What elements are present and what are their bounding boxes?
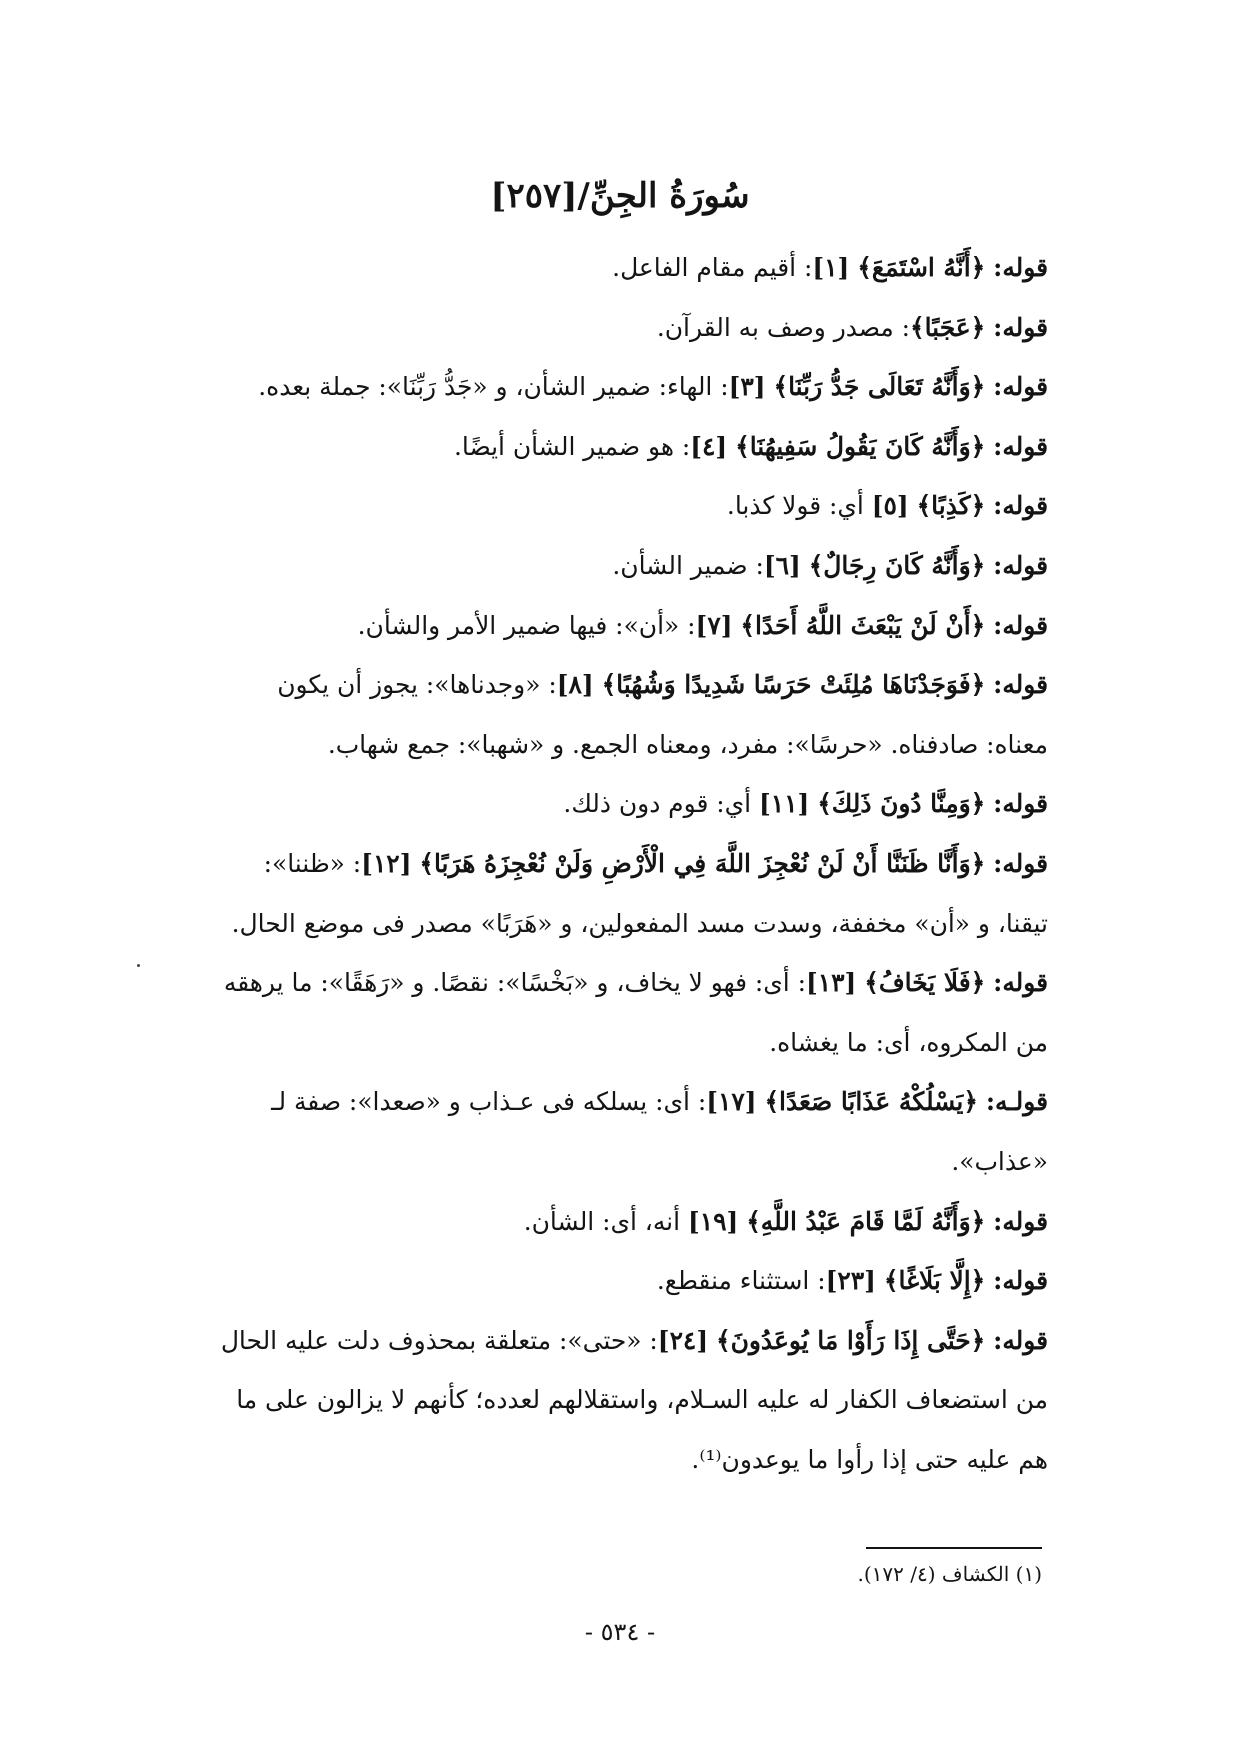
surah-title: سُورَةُ الجِنِّ/[٢٥٧] (490, 176, 750, 216)
verse-ref: [١٧] (706, 1087, 757, 1117)
entry-5 (220, 476, 1048, 536)
scan-speck (137, 964, 140, 967)
entry-3 (220, 357, 1048, 417)
verse-ref: [٦] (763, 550, 801, 580)
verse-ref: [٣] (728, 372, 766, 402)
verse-ref: [١٣] (806, 968, 857, 998)
entry-10 (220, 834, 1048, 953)
entry-text: : أقيم مقام الفاعل. (612, 253, 813, 282)
entry-label: قوله: (993, 372, 1048, 402)
quran-verse: ﴿فَلَا يَخَافُ﴾ (864, 968, 986, 998)
entry-text: : ضمير الشأن. (612, 550, 764, 580)
entry-label: قوله: (993, 550, 1048, 580)
entry-label: قوله: (993, 1325, 1048, 1355)
entry-15 (220, 1311, 1048, 1490)
entry-7 (220, 596, 1048, 656)
quran-verse: ﴿أَنْ لَنْ يَبْعَثَ اللَّهُ أَحَدًا﴾ (740, 610, 986, 640)
entry-2 (220, 298, 1048, 358)
entry-label: قوله: (993, 312, 1048, 342)
verse-ref: [٢٣] (825, 1266, 876, 1296)
entry-text: أي: قوم دون ذلك. (563, 789, 752, 819)
quran-verse: ﴿وَأَنَّهُ كَانَ يَقُولُ سَفِيهُنَا﴾ (735, 431, 986, 461)
entry-label: قولـه: (985, 1087, 1048, 1117)
verse-ref: [١٢] (361, 848, 412, 878)
entry-text: : «أن»: فيها ضمير الأمر والشأن. (357, 610, 696, 640)
page-number: - ٥٣٤ - (584, 1618, 656, 1646)
quran-verse: ﴿إِلَّا بَلَاغًا﴾ (883, 1266, 986, 1296)
entry-text: : استثناء منقطع. (656, 1266, 826, 1296)
entry-14 (220, 1251, 1048, 1311)
verse-ref: [٥] (871, 491, 909, 521)
entry-text: أي: قولا كذبا. (726, 491, 864, 521)
entry-label: قوله: (993, 431, 1048, 461)
entry-6 (220, 536, 1048, 596)
entry-9 (220, 774, 1048, 834)
entry-text: : أى: فهو لا يخاف، و «بَخْسًا»: نقصًا. و «رَهَقًا»: ما يرهقه من المكروه، أى: ما يغشاه. (223, 968, 1048, 1057)
entry-label: قوله: (993, 789, 1048, 819)
entry-label: قوله: (993, 491, 1048, 521)
quran-verse: ﴿وَأَنَّهُ لَمَّا قَامَ عَبْدُ اللَّهِ﴾ (746, 1206, 986, 1236)
footnote-divider (866, 1547, 1042, 1549)
verse-ref: [٤] (690, 431, 728, 461)
entry-label: قوله: (993, 1206, 1048, 1236)
entry-text: : مصدر وصف به القرآن. (656, 312, 911, 342)
verse-ref: [٧] (695, 610, 733, 640)
quran-verse: ﴿حَتَّى إِذَا رَأَوْا مَا يُوعَدُونَ﴾ (716, 1325, 986, 1355)
quran-verse: ﴿أَنَّهُ اسْتَمَعَ﴾ (857, 253, 986, 282)
entry-text: أنه، أى: الشأن. (523, 1206, 681, 1236)
entry-text: : أى: يسلكه فى عـذاب و «صعدا»: صفة لـ «عذاب». (271, 1087, 1048, 1176)
verse-ref: [١] (812, 253, 850, 282)
entry-4 (220, 417, 1048, 477)
verse-ref: [٨] (556, 670, 594, 700)
quran-verse: ﴿وَمِنَّا دُونَ ذَلِكَ﴾ (817, 789, 986, 819)
quran-verse: ﴿كَذِبًا﴾ (916, 491, 986, 521)
footnote: (١) الكشاف (٤/ ١٧٢). (857, 1562, 1042, 1586)
entry-label: قوله: (993, 1266, 1048, 1296)
commentary-body (220, 238, 1048, 1489)
entry-13 (220, 1192, 1048, 1252)
quran-verse: ﴿يَسْلُكْهُ عَذَابًا صَعَدًا﴾ (764, 1087, 978, 1117)
entry-label: قوله: (993, 848, 1048, 878)
quran-verse: ﴿وَأَنَّهُ كَانَ رِجَالٌ﴾ (808, 550, 986, 580)
entry-label: قوله: (993, 253, 1048, 282)
entry-12 (220, 1072, 1048, 1191)
entry-8 (220, 655, 1048, 774)
entry-text: : «ظننا»: تيقنا، و «أن» مخففة، وسدت مسد المفعولين، و «هَرَبًا» مصدر فى موضع الحال. (231, 848, 1048, 938)
verse-ref: [٢٤] (657, 1325, 709, 1355)
entry-label: قوله: (993, 670, 1048, 700)
entry-11 (220, 953, 1048, 1072)
quran-verse: ﴿عَجَبًا﴾ (910, 312, 986, 342)
entry-text: : «حتى»: متعلقة بمحذوف دلت عليه الحال من استضعاف الكفار له عليه السـلام، واستقلالهم لعدده؛ كأنهم لا يزالون على ما هم عليه حتى إذا رأوا ما يوعدون⁽¹⁾. (220, 1325, 1048, 1474)
entry-label: قوله: (993, 610, 1048, 640)
entry-label: قوله: (993, 968, 1048, 998)
entry-text: : هو ضمير الشأن أيضًا. (453, 431, 691, 461)
quran-verse: ﴿وَأَنَّهُ تَعَالَى جَدُّ رَبِّنَا﴾ (773, 372, 986, 402)
entry-text: : «وجدناها»: يجوز أن يكون معناه: صادفناه. «حرسًا»: مفرد، ومعناه الجمع. و «شهبا»: جمع شهاب. (277, 670, 1048, 759)
entry-1 (220, 238, 1048, 298)
quran-verse: ﴿فَوَجَدْنَاهَا مُلِئَتْ حَرَسًا شَدِيدًا وَشُهُبًا﴾ (601, 670, 986, 700)
entry-text: : الهاء: ضمير الشأن، و «جَدُّ رَبِّنَا»: جملة بعده. (258, 372, 729, 402)
quran-verse: ﴿وَأَنَّا ظَنَنَّا أَنْ لَنْ نُعْجِزَ اللَّهَ فِي الْأَرْضِ وَلَنْ نُعْجِزَهُ هَرَبًا﴾ (419, 848, 986, 878)
verse-ref: [١٩] (687, 1206, 739, 1236)
verse-ref: [١١] (758, 789, 810, 819)
